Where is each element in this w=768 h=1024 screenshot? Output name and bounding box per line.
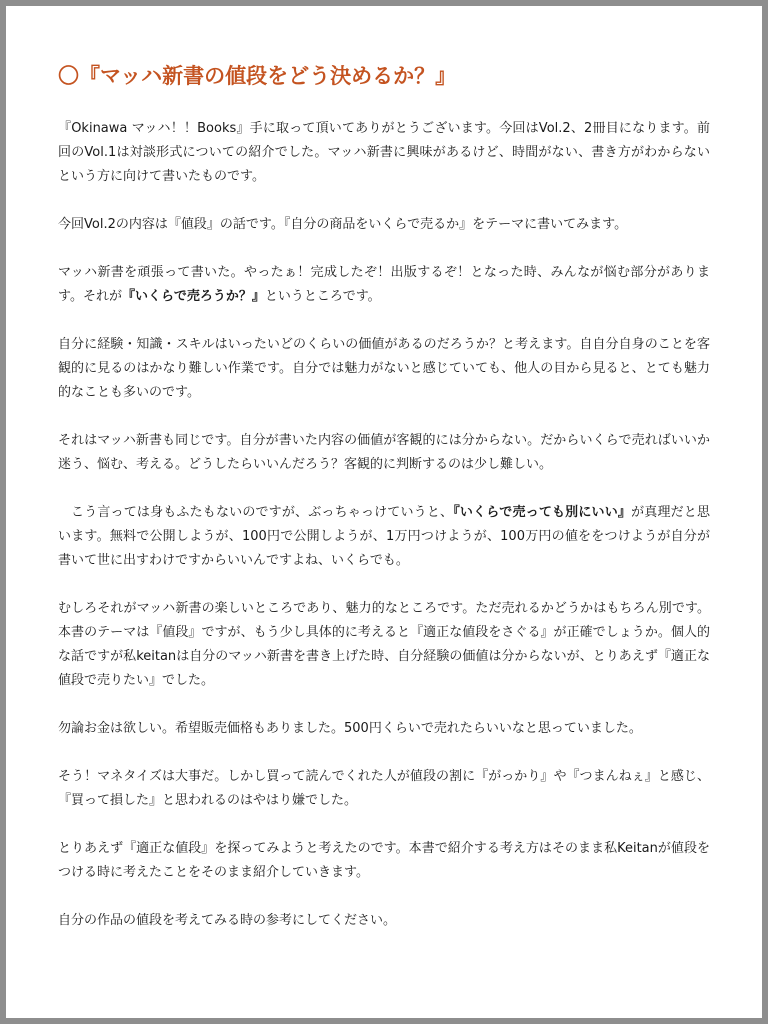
text-run: というところです。 [264, 289, 381, 304]
paragraph-monetize [58, 765, 710, 813]
paragraph-closing [58, 909, 710, 933]
paragraph-approach [58, 837, 710, 885]
text-run: そう！マネタイズは大事だ。しかし買って読んでくれた人が値段の割に『がっかり』や『つまんねぇ』と感じ、『買って損した』と思われるのはやはり嫌でした。 [58, 769, 710, 808]
paragraph-objectivity [58, 429, 710, 477]
text-run: 今回Vol.2の内容は『値段』の話です。『自分の商品をいくらで売るか』をテーマに書いてみます。 [58, 217, 628, 232]
text-run: 自分の作品の値段を考えてみる時の参考にしてください。 [58, 913, 397, 928]
paragraph-money [58, 717, 710, 741]
paragraph-intro [58, 117, 710, 189]
document-page [6, 6, 762, 1018]
emphasis-text: 『いくらで売っても別にいい』 [453, 505, 632, 520]
article-body [58, 117, 710, 933]
text-run: が真理だと思います。無料で公開しようが、100円で公開しようが、1万円つけようが、100万円の値ををつけようが自分が書いて世に出すわけですからいいんですよね、いくらでも。 [58, 505, 710, 568]
emphasis-text: 『いくらで売ろうか？』 [121, 289, 265, 304]
text-run: こう言っては身もふたもないのですが、ぶっちゃっけていうと、 [71, 505, 454, 520]
text-run: むしろそれがマッハ新書の楽しいところであり、魅力的なところです。ただ売れるかどうかはもちろん別です。本書のテーマは『値段』ですが、もう少し具体的に考えると『適正な値段をさぐる』が正確でしょうか。個人的な話ですが私keitanは自分のマッハ新書を書き上げた時、自分経験の価値は分からないが、とりあえず『適正な値段で売りたい』でした。 [58, 601, 710, 688]
text-run: 『Okinawa マッハ！！Books』手に取って頂いてありがとうございます。今回はVol.2、2冊目になります。前回のVol.1は対談形式についての紹介でした。マッハ新書に興味があるけど、時間がない、書き方がわからないという方に向けて書いたものです。 [58, 121, 710, 184]
text-run: 自分に経験・知識・スキルはいったいどのくらいの価値があるのだろうか？と考えます。自自分自身のことを客観的に見るのはかなり難しい作業です。自分では魅力がないと感じていても、他人の目から見ると、とても魅力的なことも多いのです。 [58, 337, 710, 400]
paragraph-self-value [58, 333, 710, 405]
paragraph-any-price [58, 501, 710, 573]
text-run: マッハ新書を頑張って書いた。やったぁ！完成したぞ！出版するぞ！となった時、みんなが悩む部分があります。それが [58, 265, 710, 304]
text-run: とりあえず『適正な値段』を探ってみようと考えたのです。本書で紹介する考え方はそのまま私Keitanが値段をつける時に考えたことをそのまま紹介していきます。 [58, 841, 710, 880]
paragraph-question [58, 261, 710, 309]
paragraph-topic [58, 213, 710, 237]
paragraph-fair-price [58, 597, 710, 693]
text-run: それはマッハ新書も同じです。自分が書いた内容の価値が客観的には分からない。だからいくらで売ればいいか迷う、悩む、考える。どうしたらいいんだろう？客観的に判断するのは少し難しい。 [58, 433, 710, 472]
text-run: 勿論お金は欲しい。希望販売価格もありました。500円くらいで売れたらいいなと思っていました。 [58, 721, 642, 736]
page-title: 〇『マッハ新書の値段をどう決めるか？』 [58, 64, 457, 88]
